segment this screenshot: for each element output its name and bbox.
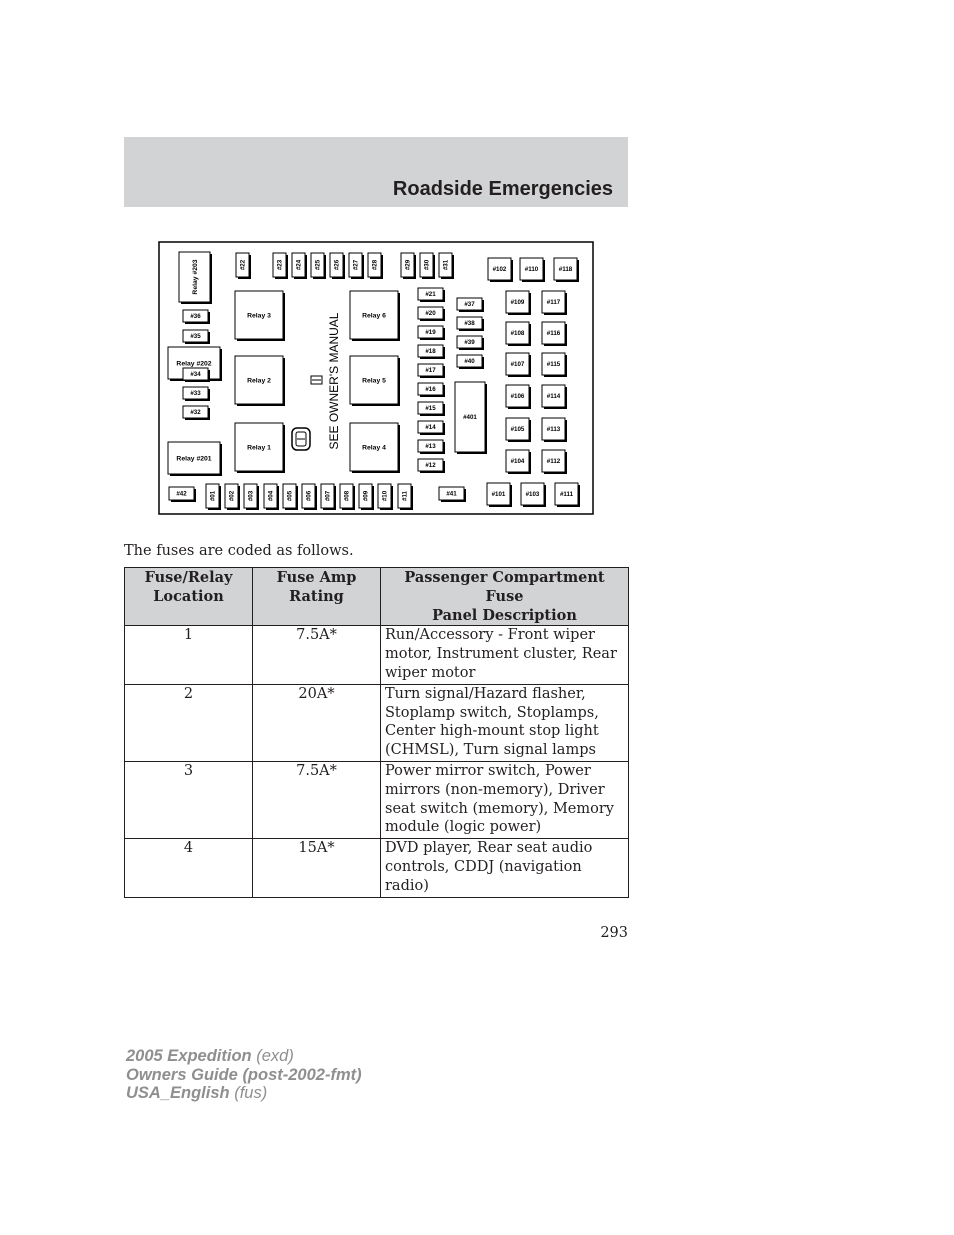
fuse-01: [206, 484, 221, 510]
page-number: 293: [600, 925, 628, 941]
intro-text: The fuses are coded as follows.: [124, 543, 354, 559]
fuse-label: #38: [464, 320, 475, 328]
fuse-label: #107: [510, 361, 525, 369]
fuse-28: [368, 253, 383, 279]
header-amp-rating: Fuse Amp Rating: [253, 568, 381, 626]
fuse-label: #12: [425, 462, 436, 470]
fuse-label: #104: [510, 458, 525, 466]
fuse-105: [506, 418, 531, 442]
fuse-label: #114: [546, 393, 561, 401]
fuse-label: #29: [404, 259, 412, 271]
fuse-label: #108: [510, 330, 525, 338]
relay-label: Relay 3: [247, 312, 271, 320]
relay-relay-4: [350, 423, 400, 473]
fuse-20: [418, 307, 445, 321]
fuse-panel-diagram: [158, 241, 594, 515]
fuse-label: #102: [492, 266, 507, 274]
fuse-label: #109: [510, 299, 525, 307]
table-row: [125, 761, 629, 838]
fuse-location: 3: [125, 761, 253, 838]
description-line: Stoplamp switch, Stoplamps,: [385, 704, 599, 721]
description-line: Center high-mount stop light: [385, 723, 599, 740]
section-header-band: [124, 137, 628, 207]
fuse-label: #03: [247, 490, 255, 502]
fuse-115: [542, 353, 567, 377]
fuse-27: [349, 253, 364, 279]
fuse-label: #17: [425, 367, 436, 375]
fuse-03: [244, 484, 259, 510]
fuse-label: #37: [464, 301, 475, 309]
fuse-08: [340, 484, 355, 510]
fuse-label: #31: [442, 259, 450, 271]
fuse-label: #106: [510, 393, 525, 401]
relay-label: Relay 5: [362, 377, 386, 385]
fuse-amp-rating: 7.5A*: [253, 761, 381, 838]
fuse-label: #32: [190, 409, 201, 417]
fuse-label: #27: [352, 259, 360, 271]
fuse-18: [418, 345, 445, 359]
fuse-16: [418, 383, 445, 397]
fuse-label: #110: [524, 266, 539, 274]
fuse-32: [183, 406, 210, 420]
fuse-location: 4: [125, 839, 253, 897]
fuse-label: #115: [546, 361, 561, 369]
fuse-42: [169, 487, 196, 502]
fuse-25: [311, 253, 326, 279]
table-row: [125, 684, 629, 761]
fuse-label: #15: [425, 405, 436, 413]
relay-label: Relay 1: [247, 444, 271, 452]
fuse-label: #13: [425, 443, 436, 451]
fuse-401: [455, 382, 487, 454]
fuse-09: [359, 484, 374, 510]
relay-relay-201: [168, 442, 222, 476]
fuse-41: [439, 487, 466, 502]
fuse-label: #42: [176, 490, 187, 498]
fuse-label: #118: [558, 266, 573, 274]
fuse-label: #01: [209, 490, 217, 502]
fuse-104: [506, 450, 531, 474]
fuse-05: [283, 484, 298, 510]
description-line: Run/Accessory - Front wiper: [385, 627, 595, 644]
relay-relay-2: [235, 356, 285, 406]
fuse-31: [439, 253, 454, 279]
relay-label: Relay #201: [176, 455, 212, 463]
table-row: [125, 626, 629, 684]
relay-relay-3: [235, 291, 285, 341]
table-row: [125, 839, 629, 897]
fuse-38: [457, 317, 484, 331]
fuse-21: [418, 288, 445, 302]
fuse-label: #30: [423, 259, 431, 271]
fuse-table: [124, 567, 629, 898]
fuse-label: #40: [464, 358, 475, 366]
fuse-103: [521, 483, 546, 507]
fuse-label: #08: [343, 490, 351, 502]
fuse-label: #401: [463, 414, 477, 422]
fuse-label: #113: [546, 426, 561, 434]
fuse-label: #39: [464, 339, 475, 347]
fuse-33: [183, 387, 210, 401]
fuse-22: [236, 253, 251, 279]
fuse-110: [520, 258, 545, 282]
fuse-101: [487, 483, 512, 507]
description-line: DVD player, Rear seat audio: [385, 840, 593, 857]
relay-relay-5: [350, 356, 400, 406]
fuse-37: [457, 298, 484, 312]
fuse-label: #11: [401, 491, 409, 501]
fuse-label: #33: [190, 390, 201, 398]
fuse-description: [381, 626, 629, 684]
document-footer: 2005 Expedition (exd) Owners Guide (post-2002-fmt) USA_English (fus): [126, 1047, 362, 1102]
fuse-label: #117: [546, 299, 561, 307]
fuse-06: [302, 484, 317, 510]
fuse-15: [418, 402, 445, 416]
fuse-label: #22: [239, 259, 247, 271]
fuse-amp-rating: 15A*: [253, 839, 381, 897]
fuse-116: [542, 322, 567, 346]
fuse-23: [273, 253, 288, 279]
fuse-label: #28: [371, 259, 379, 271]
description-line: wiper motor: [385, 664, 476, 681]
see-manual-label: SEE OWNER'S MANUAL: [327, 312, 341, 450]
relay-label: Relay 6: [362, 312, 386, 320]
description-line: seat switch (memory), Memory: [385, 800, 614, 817]
fuse-17: [418, 364, 445, 378]
fuse-label: #116: [546, 330, 561, 338]
description-line: mirrors (non-memory), Driver: [385, 781, 605, 798]
relay-relay-203: [179, 252, 212, 304]
fuse-amp-rating: 7.5A*: [253, 626, 381, 684]
fuse-puller-icon: [292, 428, 310, 450]
fuse-description: [381, 761, 629, 838]
fuse-108: [506, 322, 531, 346]
fuse-label: #04: [267, 490, 275, 502]
fuse-39: [457, 336, 484, 350]
description-line: Power mirror switch, Power: [385, 762, 591, 779]
fuse-14: [418, 421, 445, 435]
fuse-112: [542, 450, 567, 474]
fuse-30: [420, 253, 435, 279]
fuse-109: [506, 291, 531, 315]
fuse-label: #20: [425, 310, 436, 318]
fuse-label: #14: [425, 424, 436, 432]
fuse-36: [183, 310, 210, 324]
relay-label: Relay 4: [362, 444, 386, 452]
description-line: motor, Instrument cluster, Rear: [385, 646, 617, 663]
fuse-label: #16: [425, 386, 436, 394]
fuse-10: [378, 484, 393, 510]
header-location: Fuse/Relay Location: [125, 568, 253, 626]
relay-label: Relay #202: [176, 360, 212, 368]
fuse-label: #36: [190, 313, 201, 321]
fuse-19: [418, 326, 445, 340]
fuse-label: #103: [525, 491, 540, 499]
fuse-label: #02: [228, 490, 236, 502]
fuse-113: [542, 418, 567, 442]
fuse-102: [488, 258, 513, 282]
fuse-29: [401, 253, 416, 279]
fuse-panel-svg: [158, 241, 594, 515]
fuse-label: #21: [425, 291, 436, 299]
fuse-111: [555, 483, 580, 507]
header-description: Passenger Compartment Fuse Panel Description: [381, 568, 629, 626]
fuse-label: #112: [546, 458, 561, 466]
relay-relay-1: [235, 423, 285, 473]
fuse-35: [183, 330, 210, 344]
description-line: Turn signal/Hazard flasher,: [385, 685, 586, 702]
fuse-02: [225, 484, 240, 510]
connector-symbol: [311, 376, 322, 384]
fuse-label: #07: [324, 490, 332, 502]
fuse-label: #26: [333, 259, 341, 271]
fuse-label: #34: [190, 371, 201, 379]
fuse-label: #06: [305, 490, 313, 502]
fuse-07: [321, 484, 336, 510]
fuse-table-header-row: [125, 568, 629, 626]
fuse-description: [381, 839, 629, 897]
fuse-label: #105: [510, 426, 525, 434]
fuse-label: #23: [276, 259, 284, 271]
fuse-40: [457, 355, 484, 369]
fuse-label: #101: [491, 491, 506, 499]
fuse-12: [418, 459, 445, 473]
fuse-107: [506, 353, 531, 377]
section-title: Roadside Emergencies: [392, 178, 613, 200]
fuse-label: #18: [425, 348, 436, 356]
fuse-24: [292, 253, 307, 279]
fuse-label: #41: [446, 490, 457, 498]
fuse-117: [542, 291, 567, 315]
relay-label: Relay 2: [247, 377, 271, 385]
fuse-location: 1: [125, 626, 253, 684]
fuse-label: #25: [314, 259, 322, 271]
fuse-118: [554, 258, 579, 282]
fuse-label: #111: [559, 491, 574, 499]
description-line: (CHMSL), Turn signal lamps: [385, 742, 596, 759]
fuse-34: [183, 368, 210, 382]
fuse-label: #35: [190, 333, 201, 341]
fuse-label: #24: [295, 259, 303, 271]
relay-relay-6: [350, 291, 400, 341]
fuse-106: [506, 385, 531, 409]
fuse-label: #19: [425, 329, 436, 337]
description-line: controls, CDDJ (navigation radio): [385, 858, 582, 894]
description-line: module (logic power): [385, 819, 542, 836]
fuse-114: [542, 385, 567, 409]
fuse-26: [330, 253, 345, 279]
fuse-label: #10: [381, 490, 389, 502]
fuse-04: [264, 484, 279, 510]
fuse-label: #05: [286, 490, 294, 502]
fuse-13: [418, 440, 445, 454]
fuse-amp-rating: 20A*: [253, 684, 381, 761]
relay-label: Relay #203: [191, 259, 199, 295]
fuse-description: [381, 684, 629, 761]
fuse-label: #09: [362, 490, 370, 502]
fuse-location: 2: [125, 684, 253, 761]
fuse-11: [398, 484, 413, 510]
